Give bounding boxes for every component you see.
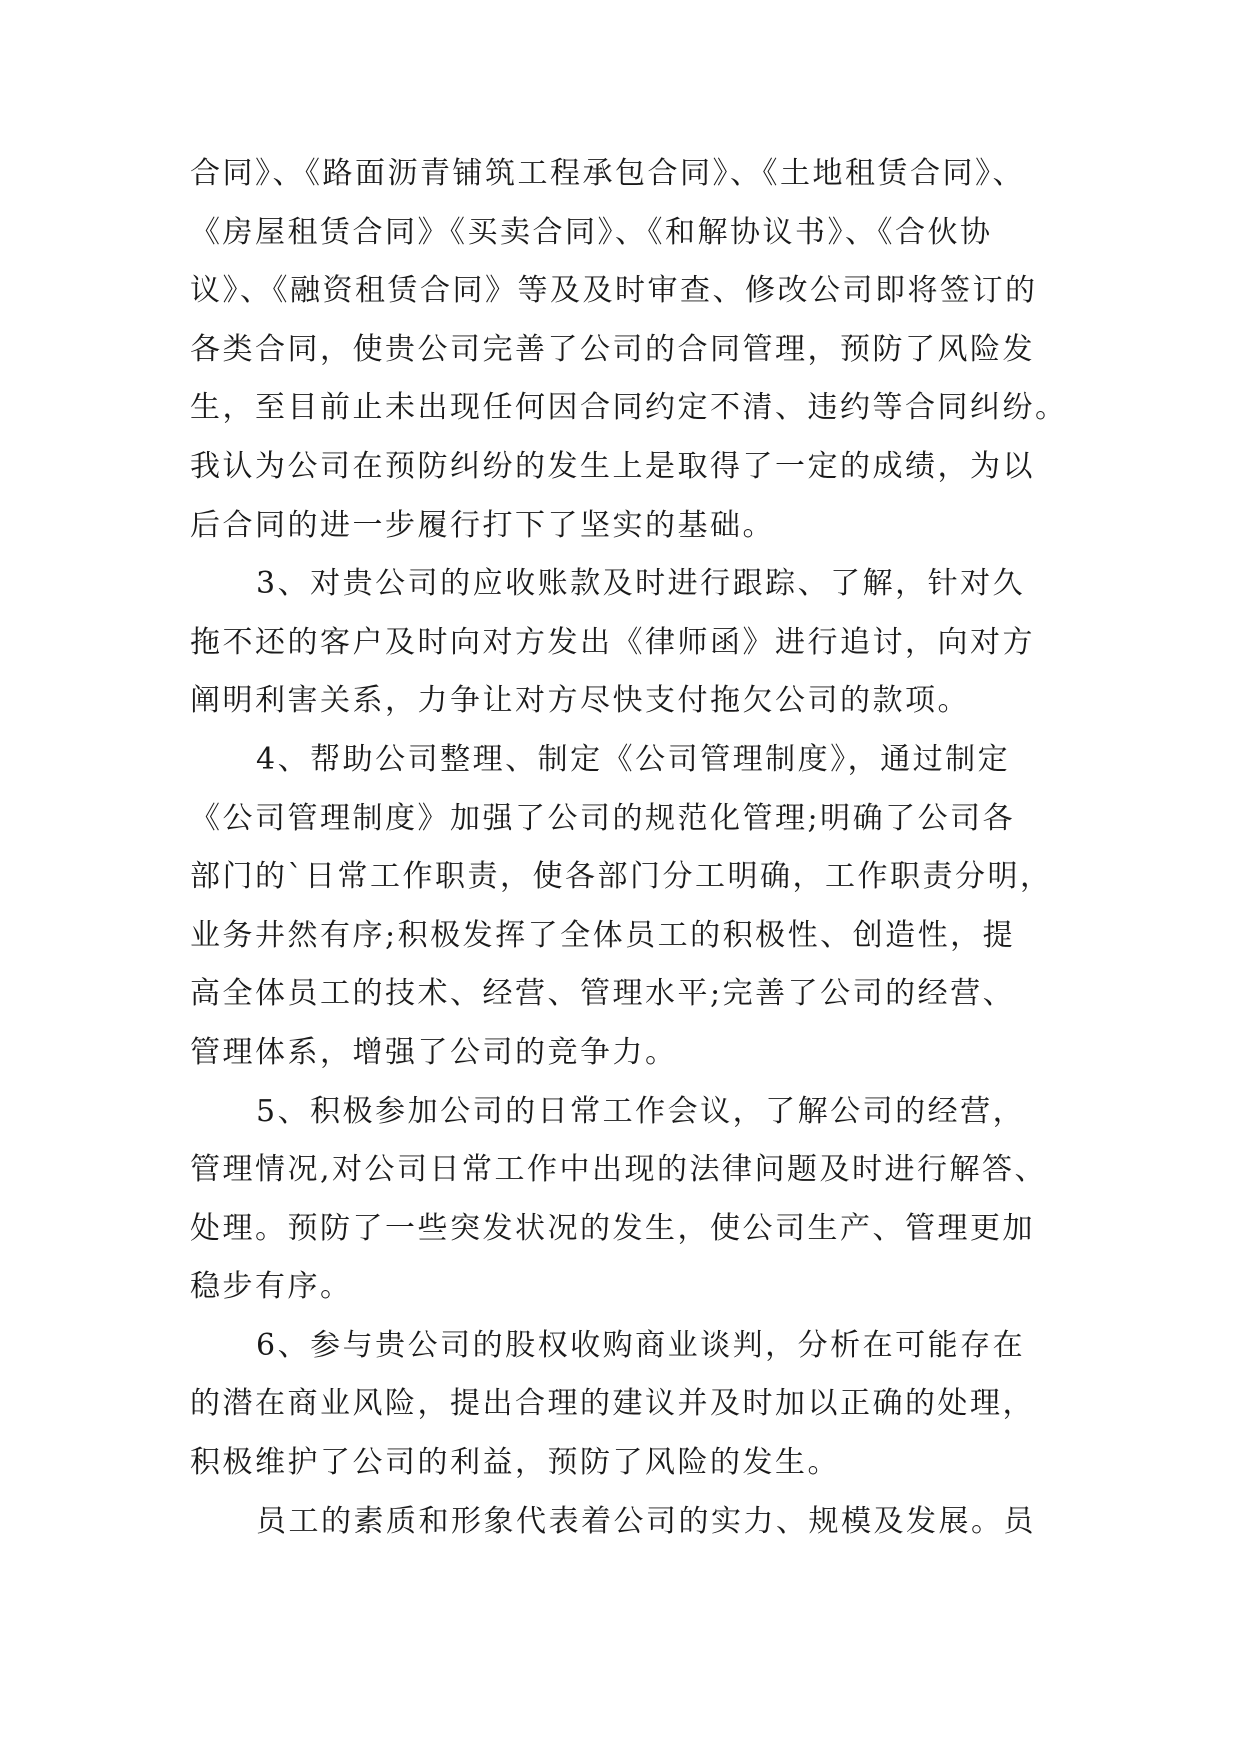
text-line: 合同》、《路面沥青铺筑工程承包合同》、《土地租赁合同》、 (190, 156, 1025, 191)
text-line: 的潜在商业风险，提出合理的建议并及时加以正确的处理， (190, 1386, 1035, 1422)
text-line: 积极维护了公司的利益，预防了风险的发生。 (190, 1445, 840, 1481)
text-line: 处理。预防了一些突发状况的发生，使公司生产、管理更加 (190, 1210, 1035, 1246)
text-line: 阐明利害关系，力争让对方尽快支付拖欠公司的款项。 (190, 683, 970, 719)
text-line: 《公司管理制度》加强了公司的规范化管理;明确了公司各 (190, 800, 1016, 836)
text-line: 员工的素质和形象代表着公司的实力、规模及发展。员 (256, 1503, 1036, 1539)
text-line: 稳步有序。 (190, 1269, 353, 1305)
text-line: 各类合同，使贵公司完善了公司的合同管理，预防了风险发 (190, 331, 1035, 367)
text-line: 业务井然有序;积极发挥了全体员工的积极性、创造性，提 (190, 917, 1016, 953)
text-line: 《房屋租赁合同》《买卖合同》、《和解协议书》、《合伙协 (190, 214, 993, 250)
text-line: 生，至目前止未出现任何因合同约定不清、违约等合同纠纷。 (190, 390, 1068, 426)
text-line: 议》、《融资租赁合同》等及及时审查、修改公司即将签订的 (190, 273, 1038, 309)
text-line: 拖不还的客户及时向对方发出《律师函》进行追讨，向对方 (190, 624, 1035, 660)
text-line: 部门的`日常工作职责，使各部门分工明确，工作职责分明， (190, 859, 1053, 895)
text-line: 4、帮助公司整理、制定《公司管理制度》，通过制定 (256, 741, 1011, 777)
text-line: 后合同的进一步履行打下了坚实的基础。 (190, 507, 775, 543)
text-line: 5、积极参加公司的日常工作会议，了解公司的经营， (256, 1093, 1026, 1129)
text-line: 3、对贵公司的应收账款及时进行跟踪、了解，针对久 (256, 566, 1026, 602)
text-line: 管理情况,对公司日常工作中出现的法律问题及时进行解答、 (190, 1152, 1048, 1188)
document-body (190, 145, 1070, 1551)
text-line: 高全体员工的技术、经营、管理水平;完善了公司的经营、 (190, 976, 1016, 1012)
text-line: 我认为公司在预防纠纷的发生上是取得了一定的成绩，为以 (190, 448, 1035, 484)
text-line: 管理体系，增强了公司的竞争力。 (190, 1034, 678, 1070)
text-line: 6、参与贵公司的股权收购商业谈判，分析在可能存在 (256, 1327, 1026, 1363)
